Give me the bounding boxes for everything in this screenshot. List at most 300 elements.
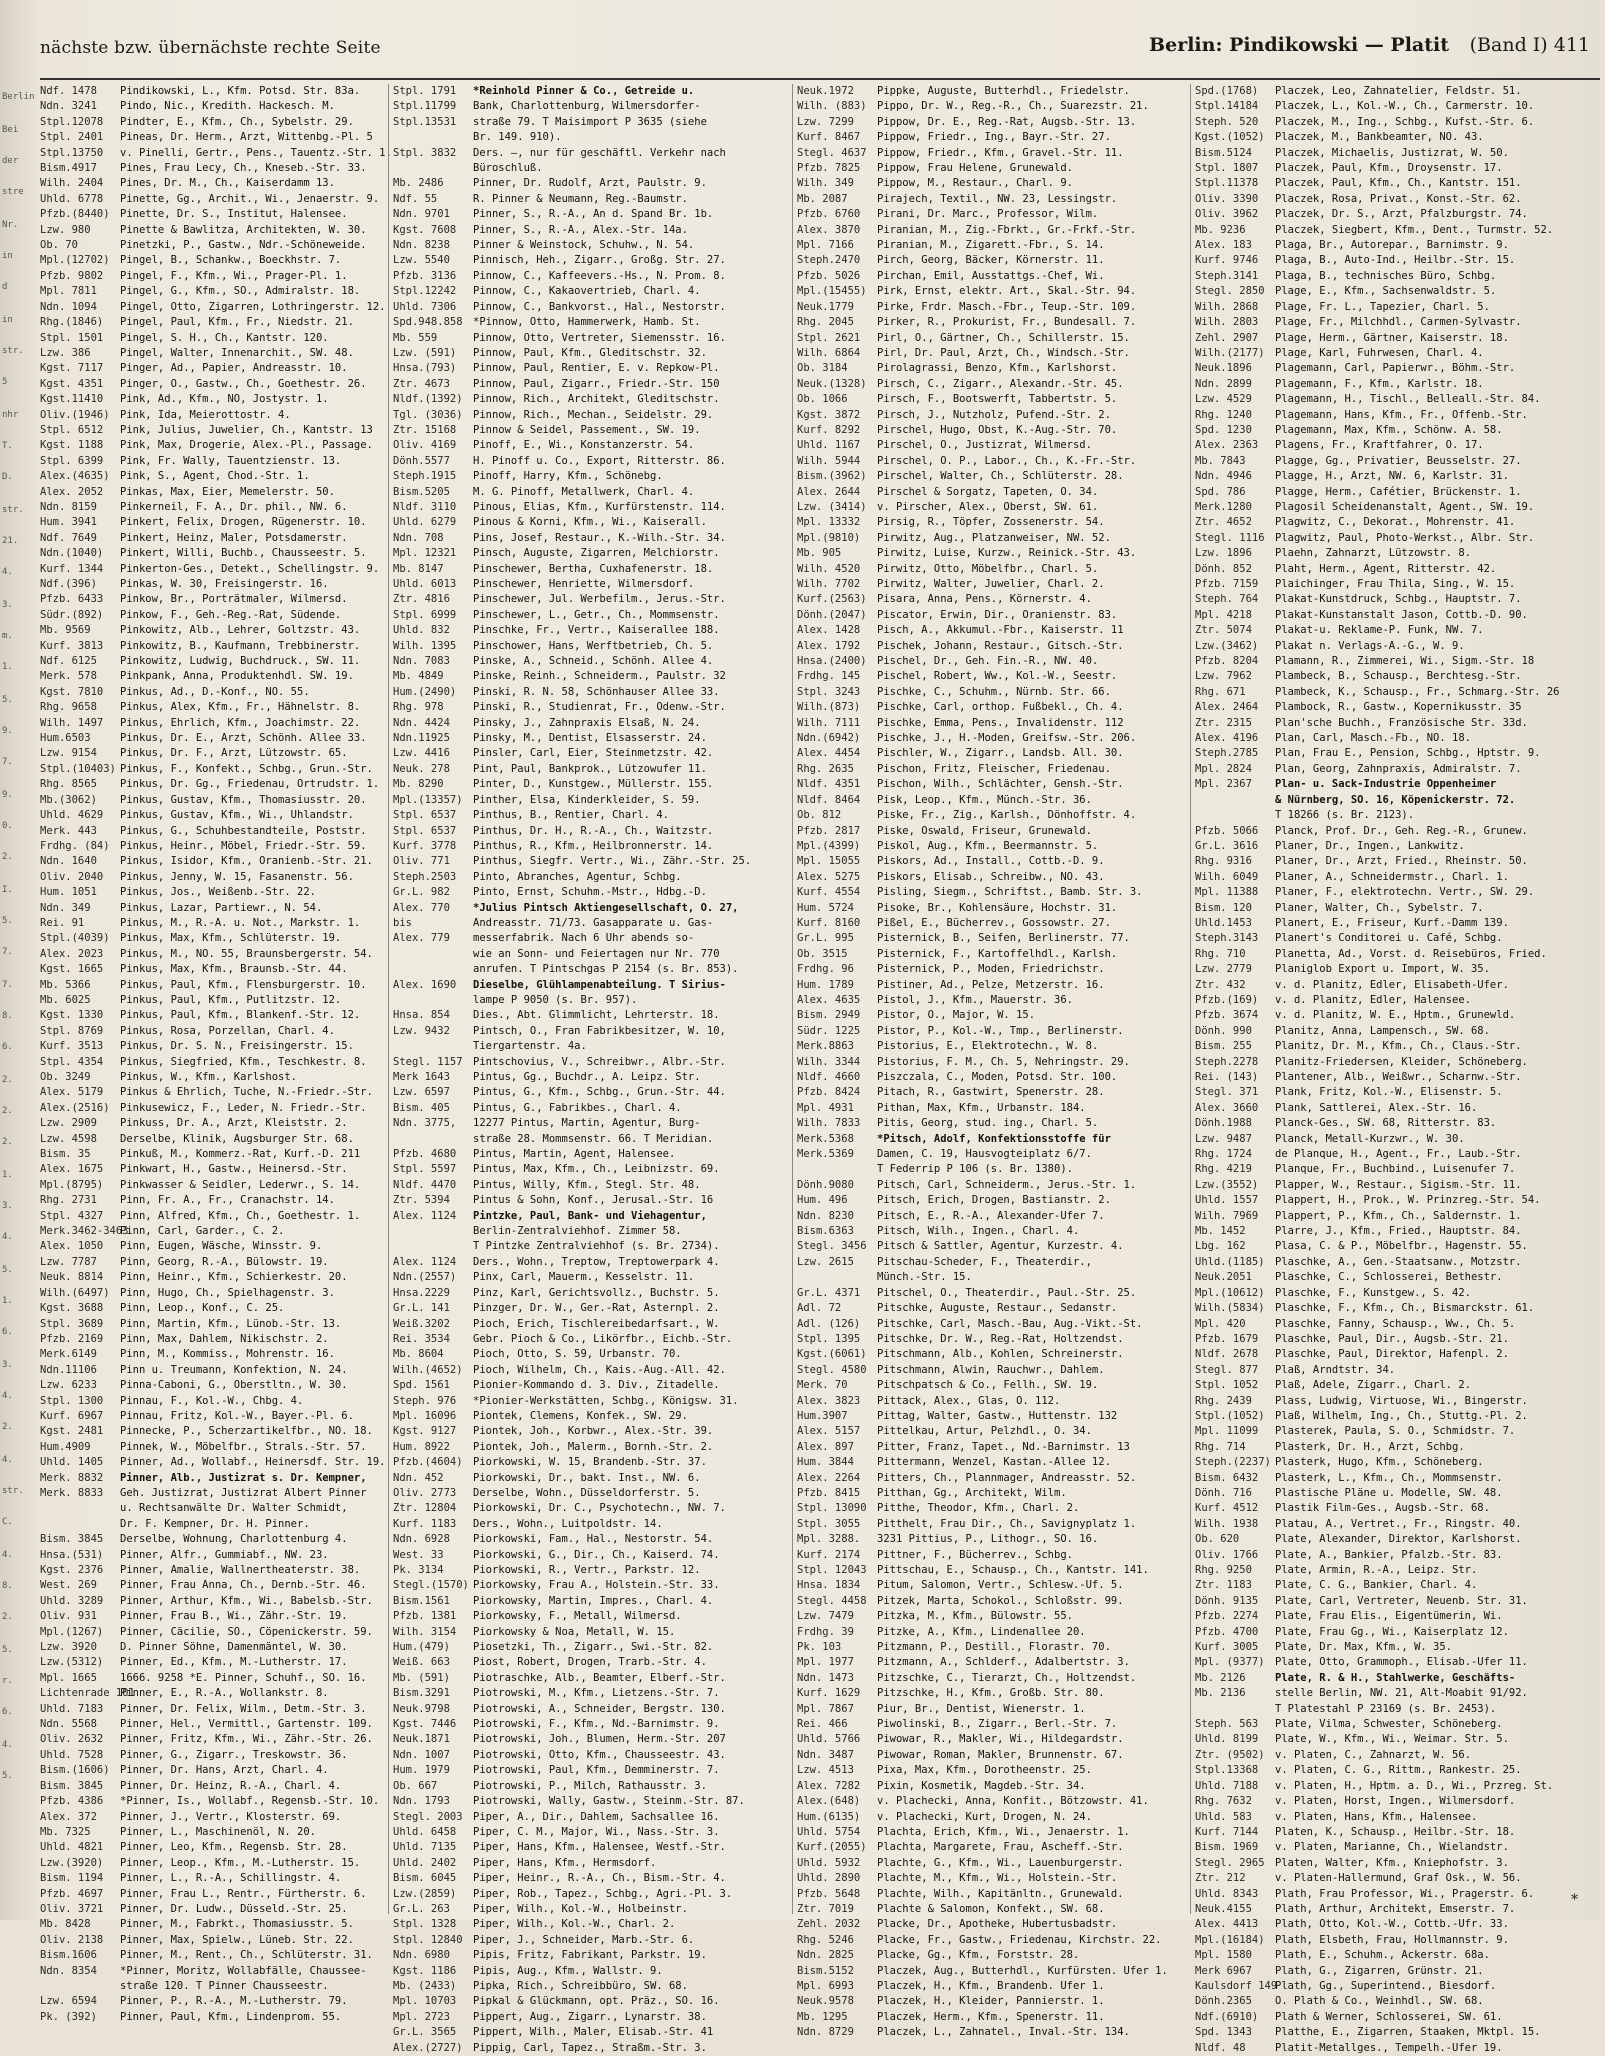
entry-text: Pinkow, Br., Porträtmaler, Wilmersd. bbox=[120, 593, 348, 606]
entry-text: Pinnow, Paul, Rentier, E. v. Repkow-Pl. bbox=[473, 362, 720, 375]
directory-entry bbox=[393, 1085, 795, 1100]
phone-code: Ndn. 8230 bbox=[797, 1209, 854, 1222]
directory-entry bbox=[393, 1563, 795, 1578]
directory-entry bbox=[40, 947, 386, 962]
directory-entry bbox=[1195, 1239, 1605, 1254]
entry-text: Planer, Dr., Arzt, Fried., Rheinstr. 50. bbox=[1275, 855, 1528, 868]
phone-code: Bism.3291 bbox=[393, 1687, 450, 1700]
entry-text: Placzek, H., Kleider, Pannierstr. 1. bbox=[877, 1995, 1105, 2008]
entry-text: Pitzke, A., Kfm., Lindenallee 20. bbox=[877, 1625, 1086, 1638]
entry-text: Plage, Karl, Fuhrwesen, Charl. 4. bbox=[1275, 346, 1484, 359]
directory-entry bbox=[797, 746, 1193, 761]
directory-entry bbox=[40, 300, 386, 315]
phone-code: Rhg. 2045 bbox=[797, 316, 854, 329]
edge-fragment: 2. bbox=[2, 1612, 13, 1622]
phone-code: Dönh. 9135 bbox=[1195, 1594, 1259, 1607]
entry-text: Pingel, Paul, Kfm., Fr., Niedstr. 21. bbox=[120, 316, 354, 329]
phone-code: Kgst. 7117 bbox=[40, 362, 104, 375]
entry-text: Plapper, W., Restaur., Sigism.-Str. 11. bbox=[1275, 1178, 1522, 1191]
phone-code: Alex. 1050 bbox=[40, 1240, 104, 1253]
directory-entry bbox=[1195, 870, 1605, 885]
entry-text: Pinkpank, Anna, Produktenhdl. SW. 19. bbox=[120, 670, 354, 683]
entry-text: Pinnisch, Heh., Zigarr., Großg. Str. 27. bbox=[473, 254, 726, 267]
directory-entry bbox=[1195, 1578, 1605, 1593]
entry-text: Pinsky, J., Zahnpraxis Elsaß, N. 24. bbox=[473, 716, 701, 729]
phone-code: Adl. (126) bbox=[797, 1317, 861, 1330]
phone-code: Neuk.4155 bbox=[1195, 1902, 1252, 1915]
entry-text: Pinnecke, P., Scherzartikelfbr., NO. 18. bbox=[120, 1425, 373, 1438]
phone-code: Mb. 2486 bbox=[393, 177, 444, 190]
phone-code: Mb. 1295 bbox=[797, 2010, 848, 2023]
phone-code: Oliv.(1946) bbox=[40, 408, 110, 421]
entry-text: Pinkus, Paul, Kfm., Putlitzstr. 12. bbox=[120, 993, 342, 1006]
directory-entry bbox=[393, 1270, 795, 1285]
directory-entry bbox=[1195, 1902, 1605, 1917]
entry-text: Pingel, S. H., Ch., Kantstr. 120. bbox=[120, 331, 329, 344]
phone-code: Stpl. 8769 bbox=[40, 1024, 104, 1037]
entry-text: Plagge, Gg., Privatier, Beusselstr. 27. bbox=[1275, 454, 1522, 467]
entry-text: Pirani, Dr. Marc., Professor, Wilm. bbox=[877, 208, 1099, 221]
phone-code: Ndn. 5568 bbox=[40, 1718, 97, 1731]
directory-entry bbox=[1195, 1193, 1605, 1208]
phone-code: Ztr. 7019 bbox=[797, 1902, 854, 1915]
phone-code: Stpl.13750 bbox=[40, 146, 104, 159]
directory-entry bbox=[1195, 824, 1605, 839]
directory-entry bbox=[40, 1840, 386, 1855]
phone-code: Ndn.(2557) bbox=[393, 1271, 457, 1284]
entry-text: Pinkus, Rosa, Porzellan, Charl. 4. bbox=[120, 1024, 335, 1037]
directory-entry bbox=[1195, 947, 1605, 962]
header-band: (Band I) 411 bbox=[1469, 34, 1590, 56]
directory-entry bbox=[40, 1948, 386, 1963]
directory-entry bbox=[40, 592, 386, 607]
directory-entry bbox=[1195, 1209, 1605, 1224]
entry-text: Pistol, J., Kfm., Mauerstr. 36. bbox=[877, 993, 1073, 1006]
directory-column bbox=[792, 84, 1193, 2039]
directory-entry bbox=[1195, 1317, 1605, 1332]
phone-code: Stpl. 13090 bbox=[797, 1502, 867, 1515]
entry-text: Plaichinger, Frau Thila, Sing., W. 15. bbox=[1275, 578, 1516, 590]
directory-entry bbox=[40, 639, 386, 654]
directory-entry bbox=[1195, 1609, 1605, 1624]
phone-code: Stpl.14184 bbox=[1195, 100, 1259, 113]
phone-code: Alex. 3823 bbox=[797, 1394, 861, 1407]
directory-entry bbox=[797, 1902, 1193, 1917]
entry-text: Pithan, Max, Kfm., Urbanstr. 184. bbox=[877, 1101, 1086, 1114]
entry-text: Pisoke, Br., Kohlensäure, Hochstr. 31. bbox=[877, 901, 1118, 914]
directory-entry bbox=[393, 1609, 795, 1624]
directory-entry bbox=[40, 469, 386, 484]
entry-text: Pinnow, Rich., Architekt, Gleditschstr. bbox=[473, 393, 720, 406]
directory-entry bbox=[393, 793, 795, 808]
directory-entry bbox=[393, 1548, 795, 1563]
phone-code: Mpl. 10703 bbox=[393, 1995, 457, 2008]
directory-entry bbox=[1195, 1640, 1605, 1655]
entry-text: v. d. Planitz, Edler, Halensee. bbox=[1275, 993, 1471, 1006]
entry-text: Piscator, Erwin, Dir., Oranienstr. 83. bbox=[877, 608, 1118, 621]
directory-entry bbox=[40, 1871, 386, 1886]
entry-text: Plate, Vilma, Schwester, Schöneberg. bbox=[1275, 1718, 1503, 1731]
directory-entry bbox=[1195, 577, 1605, 592]
entry-text: Plan- u. Sack-Industrie Oppenheimer bbox=[1275, 778, 1497, 791]
directory-entry bbox=[1195, 777, 1605, 792]
phone-code: Stpl. 1328 bbox=[393, 1918, 457, 1931]
directory-entry bbox=[797, 2025, 1193, 2040]
phone-code: Ndf.(396) bbox=[40, 578, 97, 590]
phone-code: Mb. 2087 bbox=[797, 192, 848, 205]
directory-entry bbox=[797, 408, 1193, 423]
directory-entry bbox=[393, 916, 795, 931]
entry-text: Pittack, Alex., Glas, O. 112. bbox=[877, 1394, 1061, 1407]
directory-entry bbox=[797, 1286, 1193, 1301]
directory-entry bbox=[393, 192, 795, 207]
directory-entry bbox=[40, 1501, 386, 1516]
entry-text: Plath, Elsbeth, Frau, Hollmannstr. 9. bbox=[1275, 1933, 1509, 1946]
directory-entry bbox=[1195, 377, 1605, 392]
entry-text: Planitz, Anna, Lampensch., SW. 68. bbox=[1275, 1024, 1490, 1037]
directory-entry bbox=[40, 1578, 386, 1593]
phone-code: Alex. 1124 bbox=[393, 1255, 457, 1268]
entry-text: Pistor, P., Kol.-W., Tmp., Berlinerstr. bbox=[877, 1024, 1124, 1037]
phone-code: Oliv. 4169 bbox=[393, 439, 457, 452]
phone-code: Stegl. 2850 bbox=[1195, 285, 1265, 298]
directory-entry bbox=[1195, 84, 1605, 99]
directory-entry bbox=[1195, 1024, 1605, 1039]
edge-fragment: 7. bbox=[2, 980, 13, 990]
directory-entry bbox=[797, 1994, 1193, 2009]
phone-code: Pk. (392) bbox=[40, 2010, 97, 2023]
directory-entry bbox=[1195, 253, 1605, 268]
entry-text: *Julius Pintsch Aktiengesellschaft, O. 27, bbox=[473, 901, 739, 914]
entry-text: *Pitsch, Adolf, Konfektionsstoffe für bbox=[877, 1132, 1111, 1145]
phone-code: Mpl. 2824 bbox=[1195, 762, 1252, 775]
directory-entry bbox=[393, 1178, 795, 1193]
phone-code: Gr.L. 141 bbox=[393, 1302, 450, 1315]
entry-text: Ders., Wohn., Luitpoldstr. 14. bbox=[473, 1517, 663, 1530]
directory-entry bbox=[40, 1070, 386, 1085]
directory-entry bbox=[797, 669, 1193, 684]
directory-entry bbox=[40, 562, 386, 577]
directory-entry bbox=[393, 1810, 795, 1825]
entry-text: Pirl, O., Gärtner, Ch., Schillerstr. 15. bbox=[877, 331, 1130, 344]
directory-entry bbox=[393, 253, 795, 268]
phone-code: Merk. 8832 bbox=[40, 1471, 104, 1484]
directory-entry bbox=[393, 1732, 795, 1747]
entry-text: Pitschmann, Alwin, Rauchwr., Dahlem. bbox=[877, 1363, 1105, 1376]
directory-entry bbox=[1195, 854, 1605, 869]
phone-code: Mpl.(12702) bbox=[40, 254, 110, 267]
phone-code: Alex. 183 bbox=[1195, 239, 1252, 252]
phone-code: Merk 6967 bbox=[1195, 1964, 1252, 1977]
directory-entry bbox=[1195, 1255, 1605, 1270]
phone-code: Uhld. 7188 bbox=[1195, 1779, 1259, 1792]
phone-code: Hum. 5724 bbox=[797, 901, 854, 914]
directory-entry bbox=[1195, 839, 1605, 854]
phone-code: Zehl. 2032 bbox=[797, 1918, 861, 1931]
entry-text: Pinkus, Paul, Kfm., Blankenf.-Str. 12. bbox=[120, 1009, 361, 1022]
entry-text: Piorkowski, Fam., Hal., Nestorstr. 54. bbox=[473, 1533, 714, 1546]
directory-entry bbox=[797, 161, 1193, 176]
phone-code: West. 269 bbox=[40, 1579, 97, 1592]
edge-fragment: 1. bbox=[2, 1296, 13, 1306]
entry-text: Plaschke, F., Kunstgew., S. 42. bbox=[1275, 1286, 1471, 1299]
directory-entry bbox=[1195, 1625, 1605, 1640]
directory-entry bbox=[393, 485, 795, 500]
phone-code: Lbg. 162 bbox=[1195, 1240, 1246, 1253]
phone-code: Pfzb. 1679 bbox=[1195, 1332, 1259, 1345]
phone-code: Kurf. 7144 bbox=[1195, 1825, 1259, 1838]
phone-code: Ndn. 1473 bbox=[797, 1671, 854, 1684]
header-title-block bbox=[1149, 34, 1590, 56]
entry-text: Piskors, Ad., Install., Cottb.-D. 9. bbox=[877, 855, 1105, 868]
directory-entry bbox=[1195, 1409, 1605, 1424]
entry-text: Pingel, B., Schankw., Boeckhstr. 7. bbox=[120, 254, 342, 267]
phone-code: Bism. 120 bbox=[1195, 901, 1252, 914]
directory-entry bbox=[1195, 793, 1605, 808]
phone-code: Ndn. 8729 bbox=[797, 2026, 854, 2039]
phone-code: Merk.6149 bbox=[40, 1348, 97, 1361]
phone-code: Stpl. 4327 bbox=[40, 1209, 104, 1222]
phone-code: Lzw. 6597 bbox=[393, 1086, 450, 1099]
directory-entry bbox=[1195, 454, 1605, 469]
entry-text: D. Pinner Söhne, Damenmäntel, W. 30. bbox=[120, 1641, 348, 1654]
entry-text: Dr. F. Kempner, Dr. H. Pinner. bbox=[120, 1517, 310, 1530]
entry-text: Pirsig, R., Töpfer, Zossenerstr. 54. bbox=[877, 516, 1105, 529]
directory-entry bbox=[393, 592, 795, 607]
phone-code: Uhld. 7306 bbox=[393, 300, 457, 313]
phone-code: Mpl.(9810) bbox=[797, 531, 861, 544]
directory-entry bbox=[1195, 223, 1605, 238]
directory-entry bbox=[40, 1548, 386, 1563]
entry-text: Pinner, Arthur, Kfm., Wi., Babelsb.-Str. bbox=[120, 1594, 373, 1607]
directory-entry bbox=[40, 1640, 386, 1655]
directory-entry bbox=[40, 608, 386, 623]
entry-text: Pitzka, M., Kfm., Bülowstr. 55. bbox=[877, 1610, 1073, 1623]
entry-text: Plakat-Kunstdruck, Schbg., Hauptstr. 7. bbox=[1275, 593, 1522, 606]
phone-code: Hum. 1789 bbox=[797, 978, 854, 991]
entry-text: Piotrowski, Otto, Kfm., Chausseestr. 43. bbox=[473, 1748, 726, 1761]
entry-text: Pinschewer, Henriette, Wilmersdorf. bbox=[473, 578, 695, 590]
directory-entry bbox=[797, 1455, 1193, 1470]
edge-fragment: C. bbox=[2, 1517, 13, 1527]
directory-entry bbox=[797, 592, 1193, 607]
entry-text: Plank, Sattlerei, Alex.-Str. 16. bbox=[1275, 1101, 1478, 1114]
phone-code: Lzw. 9432 bbox=[393, 1024, 450, 1037]
phone-code: Ndn. 1007 bbox=[393, 1748, 450, 1761]
entry-text: Pistorius, F. M., Ch. 5, Nehringstr. 29. bbox=[877, 1055, 1130, 1068]
directory-entry bbox=[1195, 130, 1605, 145]
phone-code: Mpl.(16184) bbox=[1195, 1933, 1265, 1946]
phone-code: Hum. 1979 bbox=[393, 1764, 450, 1777]
edge-fragment: I. bbox=[2, 885, 13, 895]
directory-entry bbox=[797, 1024, 1193, 1039]
directory-entry bbox=[797, 253, 1193, 268]
phone-code: Rhg. 5246 bbox=[797, 1933, 854, 1946]
entry-text: Derselbe, Wohnung, Charlottenburg 4. bbox=[120, 1533, 348, 1546]
directory-entry bbox=[797, 300, 1193, 315]
entry-text: Pinther, Elsa, Kinderkleider, S. 59. bbox=[473, 793, 701, 806]
phone-code: Mb. 7325 bbox=[40, 1825, 91, 1838]
entry-text: v. Platen, C. G., Rittm., Rankestr. 25. bbox=[1275, 1764, 1522, 1777]
entry-text: Placke, Dr., Apotheke, Hubertusbadstr. bbox=[877, 1918, 1118, 1931]
phone-code: Rhg. 1724 bbox=[1195, 1148, 1252, 1161]
phone-code: Rhg. 714 bbox=[1195, 1440, 1246, 1453]
phone-code: Mb. 1452 bbox=[1195, 1225, 1246, 1238]
directory-entry bbox=[797, 1255, 1193, 1270]
phone-code: Hum. 8922 bbox=[393, 1440, 450, 1453]
entry-text: Pinkus, Jenny, W. 15, Fasanenstr. 56. bbox=[120, 870, 354, 883]
entry-text: Planck, Metall-Kurzwr., W. 30. bbox=[1275, 1132, 1465, 1145]
edge-fragment: Bei bbox=[2, 125, 19, 135]
phone-code: Hnsa.(2400) bbox=[797, 655, 867, 668]
entry-text: Pitschmann, Alb., Kohlen, Schreinerstr. bbox=[877, 1348, 1124, 1361]
entry-text: Piotrowski, F., Kfm., Nd.-Barnimstr. 9. bbox=[473, 1718, 720, 1731]
phone-code: Mpl. 420 bbox=[1195, 1317, 1246, 1330]
entry-text: Pinn, Hugo, Ch., Spielhagenstr. 3. bbox=[120, 1286, 335, 1299]
directory-entry bbox=[797, 870, 1193, 885]
phone-code: Steph.3143 bbox=[1195, 932, 1259, 945]
phone-code: Spd. 1343 bbox=[1195, 2026, 1252, 2039]
entry-text: Plage, Herm., Gärtner, Kaiserstr. 18. bbox=[1275, 331, 1509, 344]
directory-entry bbox=[797, 1270, 1193, 1285]
directory-entry bbox=[797, 1486, 1193, 1501]
phone-code: Spd.948.858 bbox=[393, 316, 463, 329]
directory-entry bbox=[797, 1840, 1193, 1855]
directory-entry bbox=[797, 1239, 1193, 1254]
phone-code: Adl. 72 bbox=[797, 1302, 842, 1315]
phone-code: Bism.6363 bbox=[797, 1225, 854, 1238]
directory-entry bbox=[393, 1794, 795, 1809]
entry-text: Pinkus, Isidor, Kfm., Oranienb.-Str. 21. bbox=[120, 855, 373, 868]
directory-entry bbox=[1195, 361, 1605, 376]
edge-fragment: 4. bbox=[2, 1391, 13, 1401]
directory-entry bbox=[797, 1748, 1193, 1763]
edge-fragment: 5. bbox=[2, 695, 13, 705]
directory-entry bbox=[797, 1162, 1193, 1177]
phone-code: Ztr. 5074 bbox=[1195, 624, 1252, 637]
phone-code: Hum. 3941 bbox=[40, 516, 97, 529]
entry-text: Pippig, Carl, Tapez., Straßm.-Str. 3. bbox=[473, 2041, 707, 2054]
entry-text: Pirwitz, Otto, Möbelfbr., Charl. 5. bbox=[877, 562, 1099, 575]
edge-fragment: 4. bbox=[2, 1550, 13, 1560]
directory-entry bbox=[1195, 392, 1605, 407]
entry-text: v. Plachecki, Anna, Konfit., Bötzowstr. 41. bbox=[877, 1795, 1149, 1808]
directory-entry bbox=[40, 731, 386, 746]
entry-text: Pinkus, M., R.-A. u. Not., Markstr. 1. bbox=[120, 916, 361, 929]
directory-entry bbox=[797, 515, 1193, 530]
phone-code: Bism. 3845 bbox=[40, 1779, 104, 1792]
phone-code: Uhld. 5754 bbox=[797, 1825, 861, 1838]
phone-code: Pfzb. 1381 bbox=[393, 1610, 457, 1623]
phone-code: Lzw. 980 bbox=[40, 223, 91, 236]
directory-entry bbox=[1195, 901, 1605, 916]
phone-code: Stpl. 1395 bbox=[797, 1332, 861, 1345]
phone-code: Kurf. 8160 bbox=[797, 916, 861, 929]
directory-entry bbox=[40, 1363, 386, 1378]
phone-code: Alex. 4413 bbox=[1195, 1918, 1259, 1931]
edge-fragment: in bbox=[2, 315, 13, 325]
directory-entry bbox=[40, 916, 386, 931]
directory-entry bbox=[1195, 315, 1605, 330]
edge-fragment: 2. bbox=[2, 1137, 13, 1147]
phone-code: Alex. 5157 bbox=[797, 1425, 861, 1438]
directory-entry bbox=[40, 269, 386, 284]
directory-entry bbox=[797, 284, 1193, 299]
phone-code: Ztr. 212 bbox=[1195, 1872, 1246, 1885]
directory-entry bbox=[393, 1394, 795, 1409]
entry-text: Pistiner, Ad., Pelze, Metzerstr. 16. bbox=[877, 978, 1105, 991]
entry-text: Pintsch, O., Fran Fabrikbesitzer, W. 10, bbox=[473, 1024, 726, 1037]
directory-entry bbox=[393, 130, 795, 145]
entry-text: Pinkerneil, F. A., Dr. phil., NW. 6. bbox=[120, 500, 348, 513]
entry-text: Pinschke, Fr., Vertr., Kaiserallee 188. bbox=[473, 624, 720, 637]
phone-code: Hum.6503 bbox=[40, 732, 91, 745]
directory-entry bbox=[393, 454, 795, 469]
phone-code: Hnsa. 1834 bbox=[797, 1579, 861, 1592]
entry-text: Pinn, M., Kommiss., Mohrenstr. 16. bbox=[120, 1348, 335, 1361]
directory-entry bbox=[393, 1255, 795, 1270]
phone-code: Rhg. 9316 bbox=[1195, 855, 1252, 868]
entry-text: Pitters, Ch., Plannmager, Andreasstr. 52. bbox=[877, 1471, 1137, 1484]
entry-text: Pinkas, W. 30, Freisingerstr. 16. bbox=[120, 578, 329, 590]
phone-code: Alex. 2464 bbox=[1195, 701, 1259, 714]
phone-code: Bism.5152 bbox=[797, 1964, 854, 1977]
phone-code: Mpl. 2723 bbox=[393, 2010, 450, 2023]
directory-entry bbox=[797, 1825, 1193, 1840]
entry-text: Piorkowski, Dr. C., Psychotechn., NW. 7. bbox=[473, 1502, 726, 1515]
entry-text: Derselbe, Klinik, Augsburger Str. 68. bbox=[120, 1132, 354, 1145]
directory-entry bbox=[40, 84, 386, 99]
entry-text: Pipis, Aug., Kfm., Wallstr. 9. bbox=[473, 1964, 663, 1977]
directory-entry bbox=[393, 408, 795, 423]
entry-text: Pipka, Rich., Schreibbüro, SW. 68. bbox=[473, 1979, 688, 1992]
entry-text: Pippert, Wilh., Maler, Elisab.-Str. 41 bbox=[473, 2026, 714, 2039]
directory-entry bbox=[40, 1455, 386, 1470]
directory-entry bbox=[40, 546, 386, 561]
directory-entry bbox=[797, 1655, 1193, 1670]
entry-text: Pinkert, Heinz, Maler, Potsdamerstr. bbox=[120, 531, 348, 544]
entry-text: Pinnek, W., Möbelfbr., Strals.-Str. 57. bbox=[120, 1440, 367, 1453]
entry-text: Pinkuss, Dr. A., Arzt, Kleiststr. 2. bbox=[120, 1117, 348, 1130]
phone-code: Stpl.11799 bbox=[393, 100, 457, 113]
edge-fragment: T. bbox=[2, 441, 13, 451]
phone-code: Alex.(648) bbox=[797, 1795, 861, 1808]
directory-entry bbox=[393, 1655, 795, 1670]
phone-code: Ndn. 452 bbox=[393, 1471, 444, 1484]
directory-entry bbox=[797, 1347, 1193, 1362]
directory-entry bbox=[40, 746, 386, 761]
directory-entry bbox=[797, 377, 1193, 392]
entry-text: Planque, Fr., Buchbind., Luisenufer 7. bbox=[1275, 1163, 1516, 1176]
phone-code: Neuk. 278 bbox=[393, 762, 450, 775]
phone-code: Kurf. 3778 bbox=[393, 839, 457, 852]
phone-code: Ob. 70 bbox=[40, 239, 78, 252]
directory-entry bbox=[797, 916, 1193, 931]
phone-code: Pfzb. 4700 bbox=[1195, 1625, 1259, 1638]
directory-entry bbox=[40, 1347, 386, 1362]
phone-code: Hnsa.2229 bbox=[393, 1286, 450, 1299]
phone-code: Stegl. 4580 bbox=[797, 1363, 867, 1376]
directory-entry bbox=[797, 1317, 1193, 1332]
directory-entry bbox=[393, 531, 795, 546]
entry-text: Placke, Fr., Gastw., Friedenau, Kirchstr. 22. bbox=[877, 1933, 1162, 1946]
phone-code: Oliv. 2773 bbox=[393, 1486, 457, 1499]
phone-code: Bism.(3962) bbox=[797, 470, 867, 483]
directory-entry bbox=[797, 207, 1193, 222]
entry-text: Pinnau, F., Kol.-W., Chbg. 4. bbox=[120, 1394, 304, 1407]
directory-entry bbox=[393, 1455, 795, 1470]
phone-code: Steph. 976 bbox=[393, 1394, 457, 1407]
